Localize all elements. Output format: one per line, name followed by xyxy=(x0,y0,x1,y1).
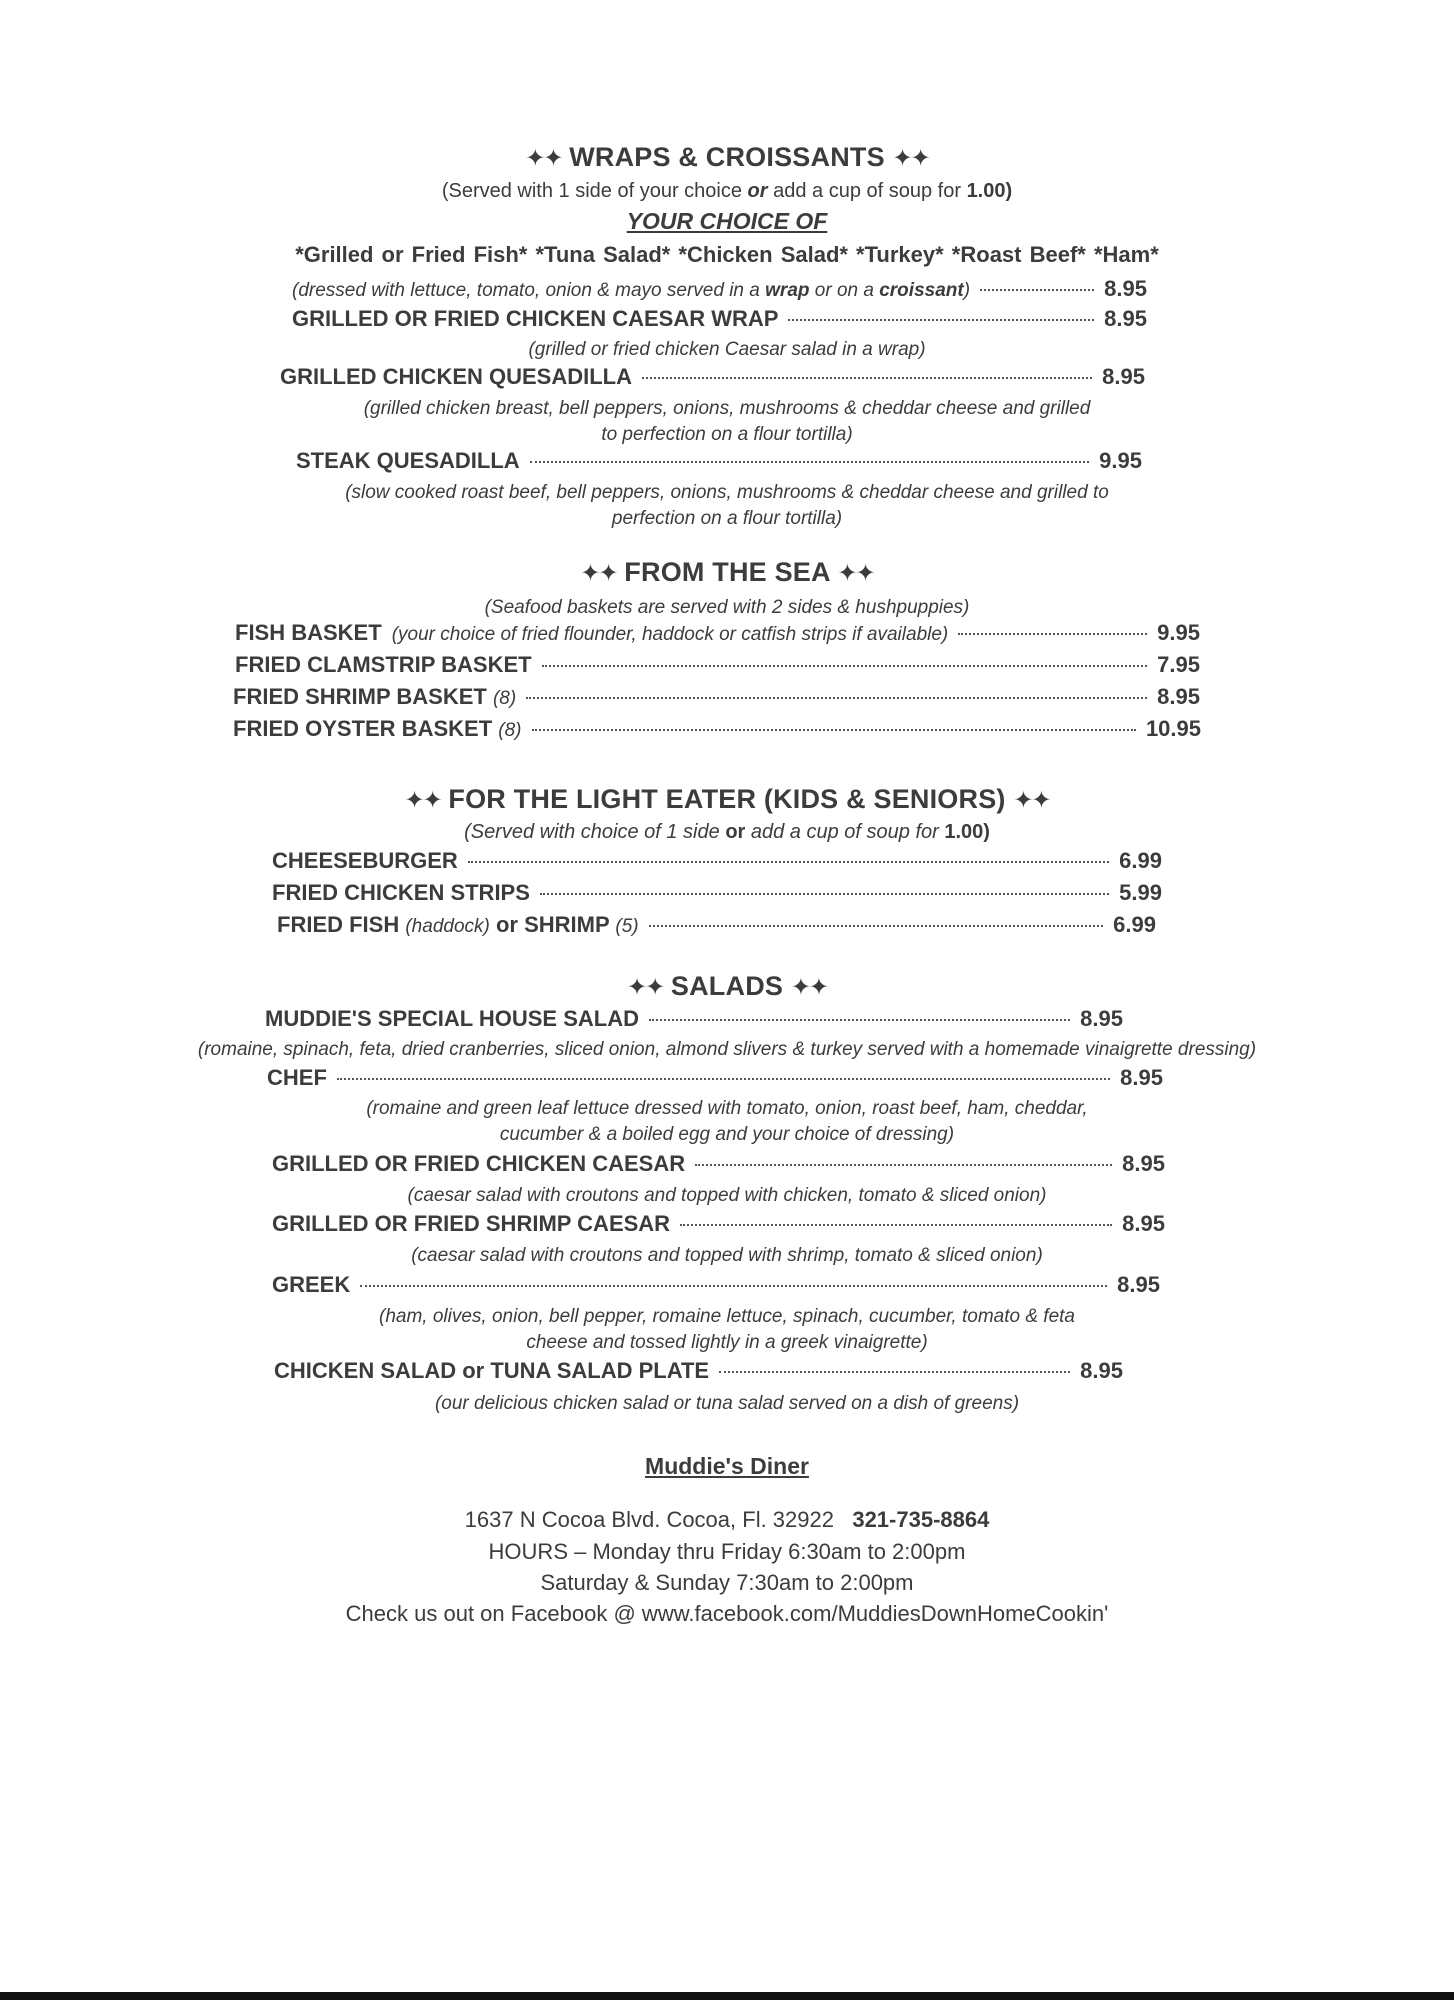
dot-leader xyxy=(719,1371,1070,1373)
dot-leader xyxy=(540,893,1109,895)
hours-weekend: Saturday & Sunday 7:30am to 2:00pm xyxy=(540,1570,914,1595)
dot-leader xyxy=(337,1078,1110,1080)
diner-name: Muddie's Diner xyxy=(645,1453,809,1479)
price: 5.99 xyxy=(1119,880,1162,905)
price: 8.95 xyxy=(1102,364,1145,389)
dot-leader xyxy=(695,1164,1112,1166)
menu-item xyxy=(235,652,1200,678)
item-desc: (romaine, spinach, feta, dried cranberries, sliced onion, almond slivers & turkey served with a homemade vinaigrette dressing) xyxy=(197,1039,1257,1060)
address: 1637 N Cocoa Blvd. Cocoa, Fl. 32922 xyxy=(464,1507,834,1532)
salads-heading xyxy=(0,971,1454,1002)
choice-line xyxy=(292,276,1147,304)
four-point-star-icon: ✦✦ xyxy=(404,787,441,814)
four-point-star-icon: ✦✦ xyxy=(1013,787,1050,814)
four-point-star-icon: ✦✦ xyxy=(626,974,664,1001)
light-note: (Served with choice of 1 side or add a cup of soup for 1.00) xyxy=(464,821,990,843)
dot-leader xyxy=(532,729,1136,731)
four-point-star-icon: ✦✦ xyxy=(580,560,617,587)
dot-leader xyxy=(642,377,1092,379)
item-desc: to perfection on a flour tortilla) xyxy=(601,424,853,445)
item-desc: (caesar salad with croutons and topped with chicken, tomato & sliced onion) xyxy=(407,1185,1047,1206)
price: 8.95 xyxy=(1122,1151,1165,1176)
item-name: GREEK xyxy=(272,1272,351,1297)
menu-item xyxy=(272,1151,1165,1177)
item-desc: cheese and tossed lightly in a greek vinaigrette) xyxy=(526,1332,928,1353)
menu-item xyxy=(267,1065,1163,1091)
price: 10.95 xyxy=(1145,716,1201,741)
price: 8.95 xyxy=(1080,1006,1123,1031)
dot-leader xyxy=(649,925,1104,927)
phone: 321-735-8864 xyxy=(852,1507,990,1532)
dot-leader xyxy=(680,1224,1112,1226)
item-name: GRILLED OR FRIED SHRIMP CAESAR xyxy=(272,1211,671,1236)
dot-leader xyxy=(468,861,1109,863)
choice-desc: (dressed with lettuce, tomato, onion & mayo served in a wrap or on a croissant) xyxy=(292,280,971,301)
dot-leader xyxy=(530,461,1089,463)
wraps-note: (Served with 1 side of your choice or add a cup of soup for 1.00) xyxy=(441,180,1013,202)
light-title: FOR THE LIGHT EATER (KIDS & SENIORS) xyxy=(448,784,1006,814)
wraps-heading xyxy=(0,142,1454,173)
item-name: CHEF xyxy=(267,1065,327,1090)
item-desc: (your choice of fried flounder, haddock or catfish strips if available) xyxy=(391,624,949,645)
price: 7.95 xyxy=(1157,652,1200,677)
item-desc: (romaine and green leaf lettuce dressed with tomato, onion, roast beef, ham, cheddar, xyxy=(366,1098,1088,1119)
four-point-star-icon: ✦✦ xyxy=(837,560,874,587)
item-desc: perfection on a flour tortilla) xyxy=(611,508,843,529)
price: 8.95 xyxy=(1120,1065,1163,1090)
menu-item xyxy=(292,306,1147,332)
address-line xyxy=(0,1507,1454,1533)
menu-item xyxy=(296,448,1142,474)
item-name: FRIED SHRIMP BASKET (8) xyxy=(233,684,517,709)
price: 8.95 xyxy=(1122,1211,1165,1236)
dot-leader xyxy=(958,633,1147,635)
dot-leader xyxy=(360,1285,1107,1287)
item-desc: (ham, olives, onion, bell pepper, romaine lettuce, spinach, cucumber, tomato & feta xyxy=(379,1306,1075,1327)
choice-heading: YOUR CHOICE OF xyxy=(626,208,828,234)
item-name: MUDDIE'S SPECIAL HOUSE SALAD xyxy=(265,1006,639,1031)
price: 6.99 xyxy=(1113,912,1156,937)
hours-weekday: HOURS – Monday thru Friday 6:30am to 2:00pm xyxy=(488,1539,966,1564)
item-desc: cucumber & a boiled egg and your choice of dressing) xyxy=(499,1124,955,1145)
item-name: FRIED CHICKEN STRIPS xyxy=(272,880,530,905)
scan-edge xyxy=(0,1992,1454,2000)
item-name: GRILLED OR FRIED CHICKEN CAESAR WRAP xyxy=(292,306,779,331)
menu-item xyxy=(272,848,1162,874)
price: 9.95 xyxy=(1157,620,1200,645)
light-heading xyxy=(0,784,1454,815)
menu-item xyxy=(272,880,1162,906)
item-name: GRILLED OR FRIED CHICKEN CAESAR xyxy=(272,1151,686,1176)
menu-item xyxy=(272,1272,1160,1298)
four-point-star-icon: ✦✦ xyxy=(790,974,828,1001)
price: 6.99 xyxy=(1119,848,1162,873)
item-desc: (our delicious chicken salad or tuna salad served on a dish of greens) xyxy=(434,1393,1020,1414)
menu-item xyxy=(233,716,1201,742)
price: 8.95 xyxy=(1117,1272,1160,1297)
facebook-line: Check us out on Facebook @ www.facebook.com/MuddiesDownHomeCookin' xyxy=(345,1601,1109,1626)
four-point-star-icon: ✦✦ xyxy=(892,145,929,172)
item-name: STEAK QUESADILLA xyxy=(296,448,520,473)
item-desc: (slow cooked roast beef, bell peppers, onions, mushrooms & cheddar cheese and grilled to xyxy=(345,482,1109,503)
four-point-star-icon: ✦✦ xyxy=(525,145,562,172)
item-name: FRIED OYSTER BASKET (8) xyxy=(233,716,522,741)
menu-item xyxy=(280,364,1145,390)
sea-title: FROM THE SEA xyxy=(624,557,830,587)
wraps-title: WRAPS & CROISSANTS xyxy=(569,142,885,172)
menu-item xyxy=(233,684,1200,710)
item-name: FRIED FISH (haddock) or SHRIMP (5) xyxy=(277,912,639,937)
sea-heading xyxy=(0,557,1454,588)
choice-list: *Grilled or Fried Fish* *Tuna Salad* *Chicken Salad* *Turkey* *Roast Beef* *Ham* xyxy=(295,242,1159,267)
salads-title: SALADS xyxy=(670,971,784,1001)
item-name: CHICKEN SALAD or TUNA SALAD PLATE xyxy=(274,1358,710,1383)
dot-leader xyxy=(542,665,1148,667)
item-name: CHEESEBURGER xyxy=(272,848,458,873)
menu-item xyxy=(235,620,1200,646)
item-desc: (grilled chicken breast, bell peppers, onions, mushrooms & cheddar cheese and grilled xyxy=(363,398,1091,419)
dot-leader xyxy=(980,289,1094,291)
menu-item xyxy=(265,1006,1123,1032)
price: 9.95 xyxy=(1099,448,1142,473)
item-name: FRIED CLAMSTRIP BASKET xyxy=(235,652,532,677)
dot-leader xyxy=(788,319,1094,321)
sea-note: (Seafood baskets are served with 2 sides & hushpuppies) xyxy=(484,597,970,618)
menu-item xyxy=(277,912,1156,938)
price: 8.95 xyxy=(1157,684,1200,709)
menu-item xyxy=(274,1358,1123,1384)
menu-item xyxy=(272,1211,1165,1237)
item-desc: (grilled or fried chicken Caesar salad in a wrap) xyxy=(528,339,926,360)
price: 8.95 xyxy=(1080,1358,1123,1383)
item-name: FISH BASKET xyxy=(235,620,382,645)
price: 8.95 xyxy=(1104,306,1147,331)
dot-leader xyxy=(526,697,1147,699)
item-name: GRILLED CHICKEN QUESADILLA xyxy=(280,364,632,389)
dot-leader xyxy=(649,1019,1070,1021)
price: 8.95 xyxy=(1104,276,1147,301)
item-desc: (caesar salad with croutons and topped with shrimp, tomato & sliced onion) xyxy=(411,1245,1043,1266)
